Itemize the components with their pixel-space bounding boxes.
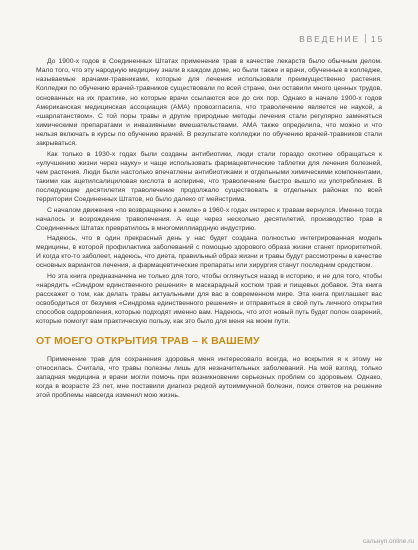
running-header xyxy=(299,34,384,44)
watermark: сальнуп.online.ru xyxy=(362,538,414,545)
paragraph: До 1900-х годов в Соединенных Штатах применение трав в качестве лекарств было обычным делом. Мало того, что эту народную медицину знали в каждом доме, но были также и врачи, обученные в колледже, называемые врачами-травниками, которые для лечения использовали преимущественно растения. Колледжи по обучению врачей-травников существовали по всей стране, они оставили много ценных трудов, основанных на их практике, но которые врачи ссылаются все до сих пор. Однако в начале 1900-х годов Американская медицинская ассоциация (АМА) провозгласила, что траволечение является не наукой, а «шарлатанством». С той поры травы и другие природные методы лечения стали регулярно заменяться химическими препаратами и инвазивными вмешательствами. АМА также определила, что можно и что нельзя включать в курсы по обучению врачей. В результате колледжи по обучению врачей-травников стали закрываться. xyxy=(36,58,382,148)
section-title: ВВЕДЕНИЕ xyxy=(299,34,360,44)
header-divider xyxy=(365,34,366,43)
page-number: 15 xyxy=(370,34,384,44)
page-body xyxy=(36,57,382,401)
paragraph: Но эта книга предназначена не только для того, чтобы оглянуться назад в историю, и не для того, чтобы «нарядить «Синдром единственного решения» в маскарадный костюм трав и пищевых добавок. Эта книга расскажет о том, как делать травы актуальными для вас в современном мире. Эта книга приглашает вас освободиться от безумия «Синдрома единственного решения» и отправиться в свой путь личного открытия способов оздоровления, которые подходят именно вам. Надеюсь, что этот новый путь будет полон озарений, которые помогут вам практическую пользу, как это было для меня на моем пути. xyxy=(36,272,382,326)
paragraph: С началом движения «по возвращению к земле» в 1960-х годах интерес к травам вернулся. Именно тогда началось и возрождение траволечения. А еще через несколько десятилетий, производство трав в Соединенных Штатах превратилось в многомиллиардную индустрию. xyxy=(36,206,382,232)
paragraph: Надеюсь, что в один прекрасный день у нас будет создана полностью интегрированная модель медицины, в которой профилактика заболеваний с помощью здорового образа жизни станет приоритетной. И когда кто-то заболеет, надеюсь, что диета, правильный образ жизни и травы будут рассмотрены в качестве основных вариантов лечения, а фармацевтические препараты или хирургия станут последним средством. xyxy=(36,234,382,270)
paragraph: Как только в 1930-х годах были созданы антибиотики, люди стали гораздо охотнее обращаться к «улучшению жизни через науку» и чаще использовать фармацевтические таблетки для лечения болезней, чем растения. Люди были настолько впечатлены антибиотиками и отдельными химическими компонентами, такими как ацетилсалициловая кислота в аспирине, что траволечение быстро вышло из употребления. В последующие десятилетия траволечение продолжало существовать в отдельных районах по всей территории Соединенных Штатов, но было далеко от мейнстрима. xyxy=(36,150,382,204)
paragraph: Применение трав для сохранения здоровья меня интересовало всегда, но вскрытия я к этому не относилась. Считала, что травы полезны лишь для незначительных заболеваний. На мой взгляд, только западная медицина и врачи могли помочь при возникновении серьезных проблем со здоровьем. Однако, когда в возрасте 23 лет, мне поставили диагноз редкой аутоиммунной болезни, поиск ответов на решение этой проблемы навсегда изменил мою жизнь. xyxy=(36,355,382,400)
section-heading: ОТ МОЕГО ОТКРЫТИЯ ТРАВ – К ВАШЕМУ xyxy=(36,334,260,347)
